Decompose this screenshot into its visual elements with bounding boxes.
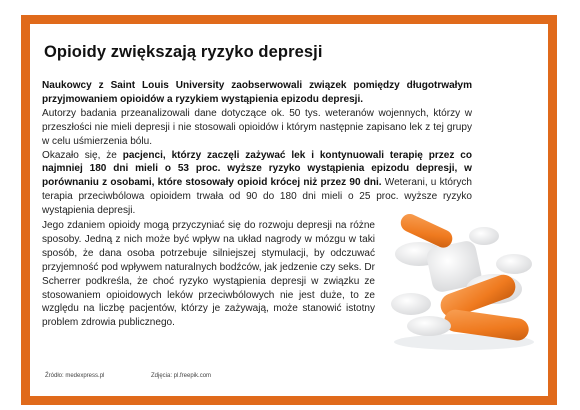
lead-paragraph <box>42 79 472 107</box>
para2-end: Weterani, u których terapia przeciwbólowa opioidem trwała od 90 do 180 dni mieli o 25 proc. wyższe ryzyko wystąpienia depresji. <box>42 177 472 217</box>
article-body <box>42 79 472 218</box>
article-body-lower <box>42 219 375 330</box>
white-pill <box>407 316 451 336</box>
pills-image <box>389 214 534 354</box>
source-caption: Źródło: medexpress.pl <box>45 373 105 379</box>
article-title: Opioidy zwiększają ryzyko depresji <box>44 43 323 61</box>
article-content <box>41 34 531 386</box>
lead-text: Naukowcy z Saint Louis University zaobserwowali związek pomiędzy długotrwałym przyjmowaniem opioidów a ryzykiem wystąpienia epizodu depresji. <box>42 80 472 105</box>
white-pill <box>496 254 532 274</box>
white-pill <box>391 293 431 315</box>
paragraph-1: Autorzy badania przeanalizowali dane dotyczące ok. 50 tys. weteranów wojennych, którzy w przeszłości nie mieli depresji i nie stosowali opioidów i którym następnie zapisano lek z tej grupy w celu uśmierzenia bólu. <box>42 107 472 147</box>
paragraph-2 <box>42 149 472 219</box>
white-pill <box>469 227 499 245</box>
paragraph-3: Jego zdaniem opioidy mogą przyczyniać się do rozwoju depresji na różne sposoby. Jedną z nich może być wpływ na układ nagrody w mózgu w taki sposób, że dana osoba potrzebuje silniejszej stymulacji, by odczuwać przyjemność pod wpływem naturalnych bodźców, jak jedzenie czy seks. Dr Scherrer podkreśla, że choć ryzyko wystąpienia depresji w związku ze stosowaniem opioidowych leków przeciwbólowych nie jest duże, to ze względu na liczbę pacjentów, którzy je zażywają, może stanowić istotny problem zdrowia publicznego. <box>42 220 375 329</box>
article-frame <box>21 15 557 405</box>
photo-caption: Zdjęcia: pl.freepik.com <box>151 373 212 379</box>
para2-start: Okazało się, że <box>42 149 123 161</box>
para2-highlight: pacjenci, którzy zaczęli zażywać lek i kontynuowali terapię przez co najmniej 180 dni mieli o 53 proc. wyższe ryzyko wystąpienia epizodu depresji, w porównaniu z osobami, które stosowały opioid krócej niż przez 90 dni. <box>42 149 472 189</box>
